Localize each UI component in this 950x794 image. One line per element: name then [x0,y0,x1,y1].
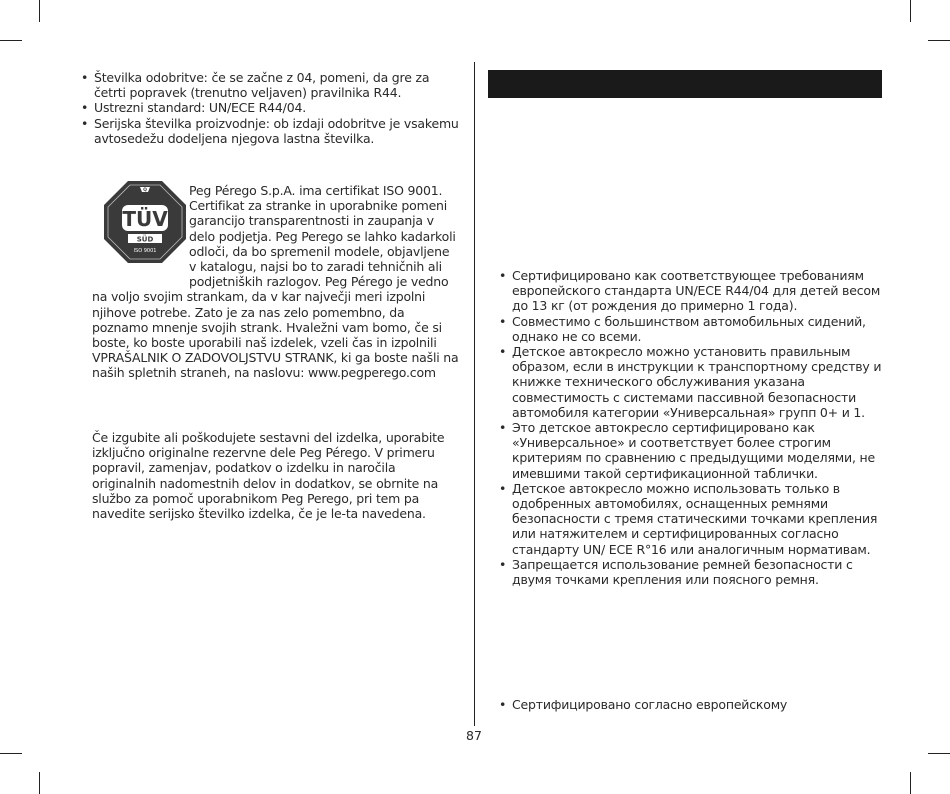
bottom-bullet-list [498,697,882,712]
list-item: • Детское автокресло можно использовать только в одобренных автомобилях, оснащенных ремнями безопасности с тремя статическими точками крепления или натяжителем и сертифицированных согласно стандарту UN/ ECE R°16 или аналогичным нормативам. [498,481,882,557]
list-item: • Это детское автокресло сертифицировано как «Универсальное» и соответствует более строгим критериям по сравнению с предыдущими моделями, не имевшими такой сертификационной таблички. [498,420,882,481]
logo-spacer [92,183,189,277]
section-header-bar [488,70,882,98]
list-item: • Запрещается использование ремней безопасности с двумя точками крепления или поясного ремня. [498,557,882,587]
crop-mark [0,753,22,754]
certification-bullet-list [498,268,882,587]
list-item: • Številka odobritve: če se začne z 04, pomeni, da gre za četrti popravek (trenutno veljaven) pravilnika R44. [80,70,460,100]
list-item: • Сертифицировано согласно европейскому [498,697,882,712]
crop-mark [910,772,911,794]
approval-bullet-list [80,70,460,146]
iso-paragraph-block [92,183,460,381]
list-item: • Детское автокресло можно установить правильным образом, если в инструкции к транспортному средству и книжке технического обслуживания указана совместимость с системами пассивной безопасности автомобиля категории «Универсальная» групп 0+ и 1. [498,344,882,420]
list-item: • Ustrezni standard: UN/ECE R44/04. [80,100,460,115]
iso-paragraph: Peg Pérego S.p.A. ima certifikat ISO 9001. Certifikat za stranke in uporabnike pomeni garancijo transparentnosti in zaupanja v delo podjetja. Peg Perego se lahko kadarkoli odloči, da bo spremenil modele, objavljene v katalogu, najsi bo to zaradi tehničnih ali podjetniških razlogov. Peg Pérego je vedno na voljo svojim strankam, da v kar največji meri izpolni njihove potrebe. Zato je za nas zelo pomembno, da poznamo mnenje svojih strank. Hvaležni vam bomo, če si boste, ko boste uporabili naš izdelek, vzeli čas in izpolnili VPRAŠALNIK O ZADOVOLJSTVU STRANK, ki ga boste našli na naših spletnih straneh, na naslovu: www.pegperego.com [92,183,459,381]
crop-mark [910,0,911,22]
page-number: 87 [466,728,482,743]
logo-sub: SÜD [136,235,154,244]
spare-parts-paragraph: Če izgubite ali poškodujete sestavni del izdelka, uporabite izključno originalne rezervne dele Peg Pérego. V primeru popravil, zamenjav, podatkov o izdelku in naročila originalnih nadomestnih delov in dodatkov, se obrnite na službo za pomoč uporabnikom Peg Perego, pri tem pa navedite serijsko številko izdelka, če je le-ta navedena. [92,430,445,522]
crop-mark [39,772,40,794]
list-item: • Совместимо с большинством автомобильных сидений, однако не со всеми. [498,314,882,344]
logo-iso: ISO 9001 [133,248,157,254]
column-divider [474,62,475,726]
logo-brand: TÜV [122,207,168,231]
crop-mark [928,753,950,754]
logo-q-mark: Q [143,188,147,193]
list-item: • Serijska številka proizvodnje: ob izdaji odobritve je vsakemu avtosedežu dodeljena njegova lastna številka. [80,116,460,146]
crop-mark [928,40,950,41]
crop-mark [0,40,22,41]
crop-mark [39,0,40,22]
list-item: • Сертифицировано как соответствующее требованиям европейского стандарта UN/ECE R44/04 для детей весом до 13 кг (от рождения до примерно 1 года). [498,268,882,314]
